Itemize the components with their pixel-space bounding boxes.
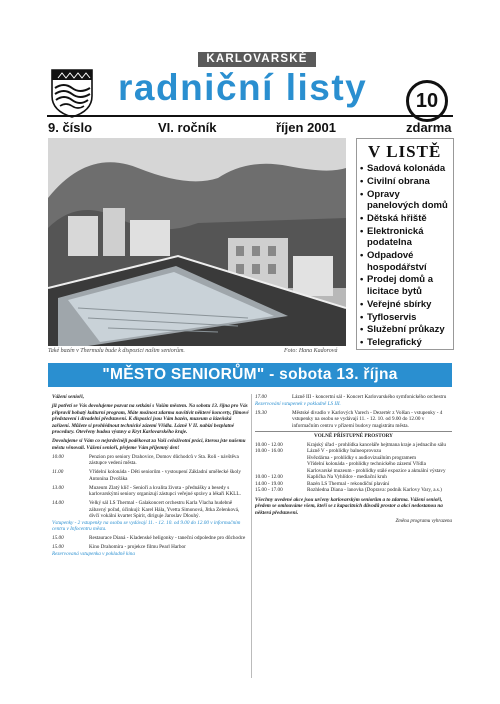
event-time: 14.00 [52,500,64,506]
free-item-text: Lázně V - prohlídky balneoprovozu [307,448,382,454]
issue-badge: 10 [406,80,448,122]
event-time: 13.00 [52,484,64,491]
contents-item: • Elektronická podatelna [360,226,452,249]
ticket-note: Vstupenky - 2 vstupenky na osobu se vydávají 11. - 12. 10. od 9.00 do 12.00 v informačním centru v Infocentru města. [52,519,241,532]
event-row [52,454,249,467]
free-item-text: Vřídelní kolonáda - prohlídky technického zázemí Vřídla [307,461,426,467]
cover-photo [48,138,346,346]
city-crest-icon [50,68,94,118]
event-row [255,410,452,430]
volume: VI. ročník [158,120,217,135]
contents-item: • Sadová kolonáda [360,163,452,175]
event-time: 10.00 [52,453,64,460]
event-row [52,544,249,551]
contents-list [360,163,452,350]
event-row [52,469,249,482]
event-time: 15.00 [52,544,64,550]
event-text: Městské divadlo v Karlových Varech - Dezertér z Volšan - vstupenky - 4 vstupenky na osobu se vydávají 11. - 12. 10. od 9.00 do 12.00 v informačním centru v přízemí budovy magistrátu města. [292,409,443,429]
issue-date: říjen 2001 [276,120,336,135]
event-row [52,500,249,520]
intro-text-2: Dovolujeme si Vám co nejsrdečněji poděkovat za Vaši celoživotní práci, kterou jste našemu městu věnovali. Vážení senioři, přejeme Vám příjemný den! [52,438,246,451]
free-item-time: 15.00 - 17.00 [255,487,283,493]
headline-banner: "MĚSTO SENIORŮM" - sobota 13. října [48,363,452,387]
event-text: Restaurace Dianá - Kladenské heligonky - taneční odpoledne pro důchodce [89,535,246,541]
event-time: 19.30 [255,409,267,416]
free-item-time: 10.00 - 12.00 [255,474,283,480]
event-time: 15.00 [52,535,64,541]
event-text: Lázně III - koncertní sál - Koncert Karlovarského symfonického orchestru [292,394,447,400]
event-time: 17.00 [255,394,267,400]
event-text: Muzeum Zlatý klíč - Senioři a kvalita života - přednášky a besedy s karlovarskými seniory organizují zástupci veřejné správy a lékaři KKLL. [89,484,241,497]
left-column [52,394,249,560]
free-item-text: Bazén LS Thermal - rekondiční plavání [307,480,390,487]
issue-number: 9. číslo [48,120,93,135]
contents-item: • Dětská hřiště [360,213,452,225]
free-section-title: VOLNĚ PŘÍSTUPNÉ PROSTORY [255,431,452,440]
ticket-note: Rezervovaná vstupenka v pokladně kina [52,550,135,557]
contents-item: • Civilní obrana [360,176,452,188]
contents-title: V LISTĚ [368,142,442,161]
price: zdarma [406,120,452,135]
contents-item: • Telegrafický [360,337,452,349]
masthead-title: radniční listy [118,67,368,108]
event-text: Kino Drahomíra - projekce filmu Pearl Harbor [89,544,186,550]
ticket-note: Rezervování vstupenek v pokladně LS III. [255,400,341,407]
contents-item: • Opravy panelových domů [360,189,452,212]
free-item-text: Karlovarské muzeum - prohlídky stálé expozice a aktuální výstavy [307,467,446,474]
event-row [52,535,249,542]
free-item-time: 10.00 - 16.00 [255,448,283,454]
event-text: Vřídelní kolonáda - Děti seniorům - vystoupení Základní umělecké školy Antonína Dvořáka [89,469,241,482]
masthead-rule [47,115,453,117]
photo-caption: Také bazén v Thermalu bude k dispozici našim seniorům. [48,348,185,354]
free-item [255,487,452,494]
contents-item: • Prodej domů a licitace bytů [360,274,452,297]
intro-text: již potřetí se Vás dovolujeme pozvat na setkání s Vaším městem. Na sobotu 13. října pro Vás připravil bohatý kulturní program, Máte možnost zdarma navštívit některé koncerty, filmové představení i divadelní představení. K dispozici jsou Vám bazén, muzeum a lázeňská zařízení. Můžete si prohlédnout technické zázemí Vřídla. Lázně V II. nabízí bezplatné procedury. Otevřeny budou výstavy a Kryt Karlovarského kraje. [52,403,249,435]
event-row [52,485,249,498]
contents-item: • Veřejné sbírky [360,299,452,311]
free-item-text: Rozhledna Diana - lanovka (Doprava: podnik Karlovy Vary, a.s.) [307,487,442,493]
program-disclaimer: Změna programu vyhrazena [395,518,452,524]
closing-note: Všechny uvedené akce jsou určeny karlovarským seniorům a to zdarma. Vážení senioři, předem se omlouváme všem, kteří se z kapacitních důvodů prostor a akcí nedostanou na některá představení. [255,496,443,516]
greeting: Vážení senioři, [52,394,84,400]
event-row [255,394,452,401]
event-time: 11.00 [52,469,64,475]
event-text: Velký sál LS Thermal - Galakoncert orchestru Karla Vlacha hudebně zábavný pořad, účinkují: Karel Hála, Yvetta Simonová, Jitka Zelenková, dívčí vokální kvartet Spirit, diriguje Jaroslav Dlouhý. [89,500,240,519]
free-item-time: 14.00 - 19.00 [255,480,283,487]
right-column [255,394,452,525]
free-item-text: Hvězdárna - prohlídky s audiovizuálním programem [307,454,417,461]
contents-item: • Tyfloservis [360,312,452,324]
free-item-text: Kaplička Na Vyhlídce - mediační kruh [307,474,387,480]
event-text: Penzion pro seniory Drahovice, Domov důchodců v Sta. Roli - návštěva zástupce vedení města. [89,453,239,466]
contents-item: • Odpadové hospodářství [360,250,452,273]
column-divider [251,394,252,678]
free-item-text: Krajský úřad - prohlídka kanceláře hejtmana kraje a jednacího sálu [307,441,446,448]
contents-item: • Služební průkazy [360,324,452,336]
photo-credit: Foto: Hana Kadorová [284,348,338,354]
masthead-brand: KARLOVARSKÉ [198,52,316,67]
free-item-time: 10.00 - 12.00 [255,441,283,448]
